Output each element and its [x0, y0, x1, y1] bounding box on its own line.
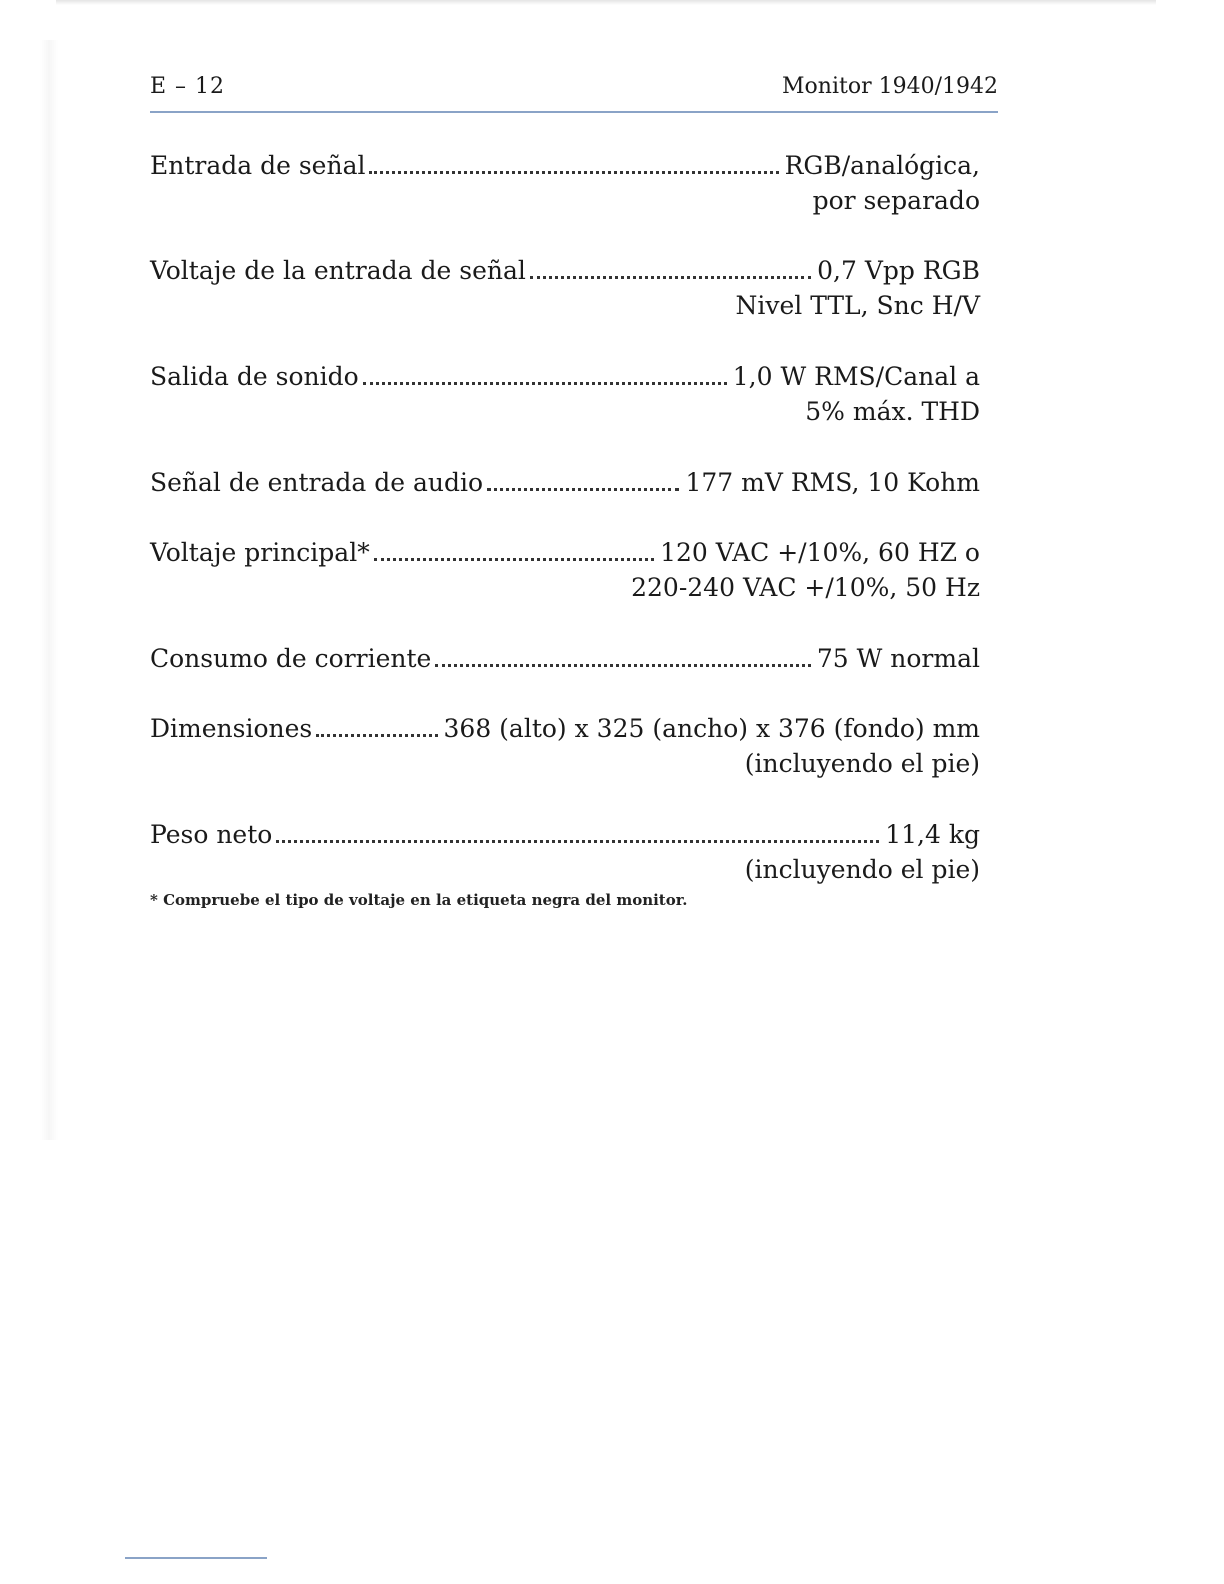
- dot-leader: [276, 840, 879, 843]
- footnote: * Compruebe el tipo de voltaje en la etiqueta negra del monitor.: [150, 891, 688, 909]
- spec-value-continued: (incluyendo el pie): [744, 749, 980, 778]
- spec-label: Salida de sonido: [150, 362, 359, 391]
- dot-leader: [369, 171, 778, 174]
- page-number: E – 12: [150, 74, 226, 99]
- spec-audio-input-signal: [150, 465, 980, 500]
- specifications-list: [150, 148, 980, 887]
- spec-value-continued: Nivel TTL, Snc H/V: [735, 291, 980, 320]
- spec-label: Peso neto: [150, 820, 273, 849]
- spec-label: Dimensiones: [150, 714, 313, 743]
- spec-label: Señal de entrada de audio: [150, 468, 484, 497]
- spec-label: Voltaje de la entrada de señal: [150, 256, 526, 285]
- dot-leader: [487, 488, 679, 491]
- footer-rule: [125, 1557, 267, 1559]
- spec-value: 75 W normal: [816, 644, 980, 673]
- spec-value: 11,4 kg: [885, 820, 980, 849]
- dot-leader: [363, 382, 727, 385]
- spec-value: 368 (alto) x 325 (ancho) x 376 (fondo) mm: [443, 714, 980, 743]
- spec-label: Voltaje principal*: [150, 538, 370, 567]
- spec-value: 0,7 Vpp RGB: [817, 256, 980, 285]
- spec-power-consumption: [150, 641, 980, 676]
- dot-leader: [435, 664, 811, 667]
- dot-leader: [316, 734, 437, 737]
- spec-value-continued: 220-240 VAC +/10%, 50 Hz: [631, 573, 980, 602]
- spec-value: 177 mV RMS, 10 Kohm: [685, 468, 980, 497]
- scan-margin-shadow: [40, 40, 58, 1140]
- spec-value: 120 VAC +/10%, 60 HZ o: [660, 538, 980, 567]
- spec-label: Consumo de corriente: [150, 644, 432, 673]
- dot-leader: [374, 558, 654, 561]
- spec-value-continued: 5% máx. THD: [805, 397, 980, 426]
- spec-value: RGB/analógica,: [784, 151, 980, 180]
- dot-leader: [530, 276, 811, 279]
- spec-label: Entrada de señal: [150, 151, 366, 180]
- spec-sound-output: [150, 359, 980, 429]
- spec-value-continued: (incluyendo el pie): [744, 855, 980, 884]
- header-divider: [150, 111, 998, 113]
- header-title: Monitor 1940/1942: [782, 74, 998, 99]
- spec-dimensions: [150, 711, 980, 781]
- spec-signal-input: [150, 148, 980, 218]
- scan-edge-shadow: [56, 0, 1156, 5]
- spec-value: 1,0 W RMS/Canal a: [732, 362, 980, 391]
- spec-value-continued: por separado: [812, 186, 980, 215]
- page-header: [150, 72, 998, 104]
- spec-signal-input-voltage: [150, 253, 980, 323]
- spec-main-voltage: [150, 535, 980, 605]
- spec-net-weight: [150, 817, 980, 887]
